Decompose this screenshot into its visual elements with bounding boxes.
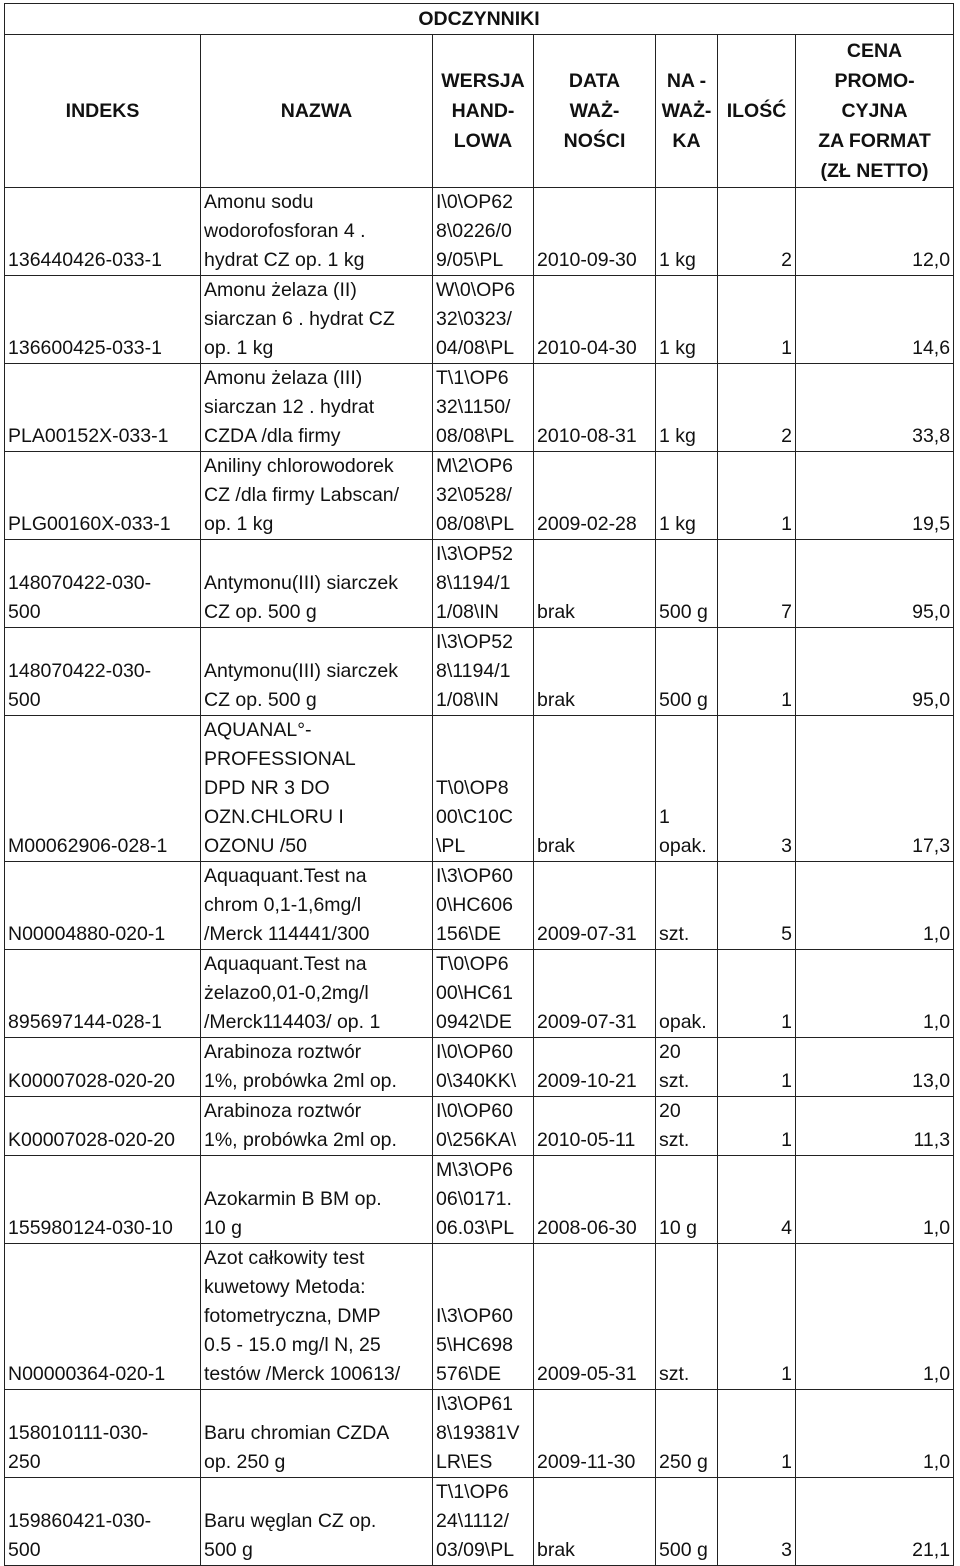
header-nazwa: NAZWA — [201, 35, 433, 188]
cell-nawazka: 1 opak. — [656, 716, 718, 862]
cell-indeks: PLG00160X-033-1 — [5, 452, 201, 540]
cell-indeks: K00007028-020-20 — [5, 1097, 201, 1156]
table-row — [5, 950, 954, 1038]
cell-ilosc: 3 — [718, 716, 796, 862]
cell-nazwa: Amonu żelaza (III) siarczan 12 . hydrat CZDA /dla firmy — [201, 364, 433, 452]
cell-wersja: W\0\OP6 32\0323/ 04/08\PL — [433, 276, 534, 364]
cell-wersja: I\3\OP52 8\1194/1 1/08\IN — [433, 540, 534, 628]
cell-ilosc: 3 — [718, 1478, 796, 1566]
cell-cena: 33,8 — [796, 364, 954, 452]
cell-ilosc: 1 — [718, 628, 796, 716]
cell-wersja: T\0\OP6 00\HC61 0942\DE — [433, 950, 534, 1038]
cell-wersja: I\3\OP52 8\1194/1 1/08\IN — [433, 628, 534, 716]
cell-data: brak — [534, 716, 656, 862]
cell-ilosc: 1 — [718, 1097, 796, 1156]
cell-indeks: 158010111-030- 250 — [5, 1390, 201, 1478]
cell-data: brak — [534, 628, 656, 716]
cell-nawazka: 500 g — [656, 1478, 718, 1566]
cell-cena: 1,0 — [796, 1390, 954, 1478]
cell-ilosc: 1 — [718, 1390, 796, 1478]
cell-nazwa: Azot całkowity test kuwetowy Metoda: fotometryczna, DMP 0.5 - 15.0 mg/l N, 25 testów /Merck 100613/ — [201, 1244, 433, 1390]
table-row — [5, 1478, 954, 1566]
cell-nazwa: Antymonu(III) siarczek CZ op. 500 g — [201, 628, 433, 716]
table-row — [5, 1156, 954, 1244]
cell-wersja: M\3\OP6 06\0171. 06.03\PL — [433, 1156, 534, 1244]
cell-data: 2009-07-31 — [534, 862, 656, 950]
cell-indeks: 155980124-030-10 — [5, 1156, 201, 1244]
cell-ilosc: 4 — [718, 1156, 796, 1244]
cell-data: 2009-05-31 — [534, 1244, 656, 1390]
cell-cena: 1,0 — [796, 862, 954, 950]
table-row — [5, 188, 954, 276]
cell-nawazka: 20 szt. — [656, 1038, 718, 1097]
table-body — [5, 188, 954, 1566]
table-row — [5, 716, 954, 862]
table-row — [5, 1244, 954, 1390]
cell-indeks: M00062906-028-1 — [5, 716, 201, 862]
cell-indeks: 148070422-030- 500 — [5, 540, 201, 628]
cell-data: 2010-08-31 — [534, 364, 656, 452]
cell-indeks: 895697144-028-1 — [5, 950, 201, 1038]
cell-indeks: N00000364-020-1 — [5, 1244, 201, 1390]
cell-nazwa: Baru chromian CZDA op. 250 g — [201, 1390, 433, 1478]
header-indeks: INDEKS — [5, 35, 201, 188]
cell-nazwa: Amonu sodu wodorofosforan 4 . hydrat CZ op. 1 kg — [201, 188, 433, 276]
cell-wersja: I\3\OP60 0\HC606 156\DE — [433, 862, 534, 950]
table-row — [5, 1097, 954, 1156]
cell-cena: 19,5 — [796, 452, 954, 540]
cell-data: brak — [534, 540, 656, 628]
cell-ilosc: 1 — [718, 1244, 796, 1390]
cell-cena: 13,0 — [796, 1038, 954, 1097]
cell-cena: 12,0 — [796, 188, 954, 276]
cell-cena: 21,1 — [796, 1478, 954, 1566]
cell-wersja: I\0\OP60 0\340KK\ — [433, 1038, 534, 1097]
cell-nazwa: Aniliny chlorowodorek CZ /dla firmy Labscan/ op. 1 kg — [201, 452, 433, 540]
table-row — [5, 452, 954, 540]
table-row — [5, 862, 954, 950]
cell-nawazka: 250 g — [656, 1390, 718, 1478]
cell-cena: 17,3 — [796, 716, 954, 862]
cell-wersja: I\0\OP62 8\0226/0 9/05\PL — [433, 188, 534, 276]
cell-nawazka: 10 g — [656, 1156, 718, 1244]
cell-nawazka: 500 g — [656, 628, 718, 716]
cell-cena: 95,0 — [796, 628, 954, 716]
cell-wersja: M\2\OP6 32\0528/ 08/08\PL — [433, 452, 534, 540]
cell-indeks: N00004880-020-1 — [5, 862, 201, 950]
header-wersja: WERSJA HAND- LOWA — [433, 35, 534, 188]
cell-nazwa: Arabinoza roztwór 1%, probówka 2ml op. — [201, 1097, 433, 1156]
cell-nawazka: 20 szt. — [656, 1097, 718, 1156]
table-row — [5, 1390, 954, 1478]
cell-wersja: T\1\OP6 32\1150/ 08/08\PL — [433, 364, 534, 452]
cell-indeks: PLA00152X-033-1 — [5, 364, 201, 452]
header-ilosc: ILOŚĆ — [718, 35, 796, 188]
cell-nawazka: 1 kg — [656, 188, 718, 276]
cell-nazwa: Azokarmin B BM op. 10 g — [201, 1156, 433, 1244]
cell-nawazka: opak. — [656, 950, 718, 1038]
cell-nazwa: Amonu żelaza (II) siarczan 6 . hydrat CZ op. 1 kg — [201, 276, 433, 364]
cell-data: 2010-04-30 — [534, 276, 656, 364]
cell-wersja: I\0\OP60 0\256KA\ — [433, 1097, 534, 1156]
cell-indeks: 136600425-033-1 — [5, 276, 201, 364]
cell-wersja: I\3\OP61 8\19381V LR\ES — [433, 1390, 534, 1478]
cell-ilosc: 1 — [718, 950, 796, 1038]
cell-nawazka: 1 kg — [656, 364, 718, 452]
cell-ilosc: 1 — [718, 1038, 796, 1097]
reagents-table — [4, 3, 954, 1566]
cell-nazwa: Antymonu(III) siarczek CZ op. 500 g — [201, 540, 433, 628]
cell-data: 2008-06-30 — [534, 1156, 656, 1244]
cell-nawazka: szt. — [656, 1244, 718, 1390]
cell-nawazka: 1 kg — [656, 276, 718, 364]
cell-wersja: I\3\OP60 5\HC698 576\DE — [433, 1244, 534, 1390]
cell-indeks: 136440426-033-1 — [5, 188, 201, 276]
cell-nazwa: Baru węglan CZ op. 500 g — [201, 1478, 433, 1566]
cell-ilosc: 1 — [718, 452, 796, 540]
table-row — [5, 276, 954, 364]
cell-cena: 1,0 — [796, 1156, 954, 1244]
header-cena: CENA PROMO- CYJNA ZA FORMAT (ZŁ NETTO) — [796, 35, 954, 188]
header-data: DATA WAŻ- NOŚCI — [534, 35, 656, 188]
cell-cena: 11,3 — [796, 1097, 954, 1156]
cell-nawazka: 500 g — [656, 540, 718, 628]
cell-data: 2010-05-11 — [534, 1097, 656, 1156]
cell-data: 2009-10-21 — [534, 1038, 656, 1097]
cell-data: 2010-09-30 — [534, 188, 656, 276]
cell-cena: 95,0 — [796, 540, 954, 628]
cell-nawazka: szt. — [656, 862, 718, 950]
cell-ilosc: 2 — [718, 364, 796, 452]
cell-ilosc: 2 — [718, 188, 796, 276]
header-nawazka: NA - WAŻ- KA — [656, 35, 718, 188]
table-title: ODCZYNNIKI — [5, 4, 954, 35]
cell-nazwa: Aquaquant.Test na chrom 0,1-1,6mg/l /Merck 114441/300 — [201, 862, 433, 950]
cell-ilosc: 1 — [718, 276, 796, 364]
table-row — [5, 540, 954, 628]
cell-nazwa: AQUANAL°- PROFESSIONAL DPD NR 3 DO OZN.CHLORU I OZONU /50 — [201, 716, 433, 862]
cell-cena: 14,6 — [796, 276, 954, 364]
table-row — [5, 364, 954, 452]
cell-wersja: T\1\OP6 24\1112/ 03/09\PL — [433, 1478, 534, 1566]
cell-wersja: T\0\OP8 00\C10C \PL — [433, 716, 534, 862]
table-row — [5, 628, 954, 716]
table-row — [5, 1038, 954, 1097]
cell-ilosc: 5 — [718, 862, 796, 950]
cell-cena: 1,0 — [796, 1244, 954, 1390]
cell-data: 2009-02-28 — [534, 452, 656, 540]
cell-indeks: K00007028-020-20 — [5, 1038, 201, 1097]
cell-data: 2009-11-30 — [534, 1390, 656, 1478]
cell-ilosc: 7 — [718, 540, 796, 628]
cell-cena: 1,0 — [796, 950, 954, 1038]
reagents-document — [4, 3, 953, 1566]
cell-data: 2009-07-31 — [534, 950, 656, 1038]
cell-nawazka: 1 kg — [656, 452, 718, 540]
cell-indeks: 159860421-030- 500 — [5, 1478, 201, 1566]
cell-nazwa: Aquaquant.Test na żelazo0,01-0,2mg/l /Merck114403/ op. 1 — [201, 950, 433, 1038]
cell-data: brak — [534, 1478, 656, 1566]
cell-indeks: 148070422-030- 500 — [5, 628, 201, 716]
cell-nazwa: Arabinoza roztwór 1%, probówka 2ml op. — [201, 1038, 433, 1097]
